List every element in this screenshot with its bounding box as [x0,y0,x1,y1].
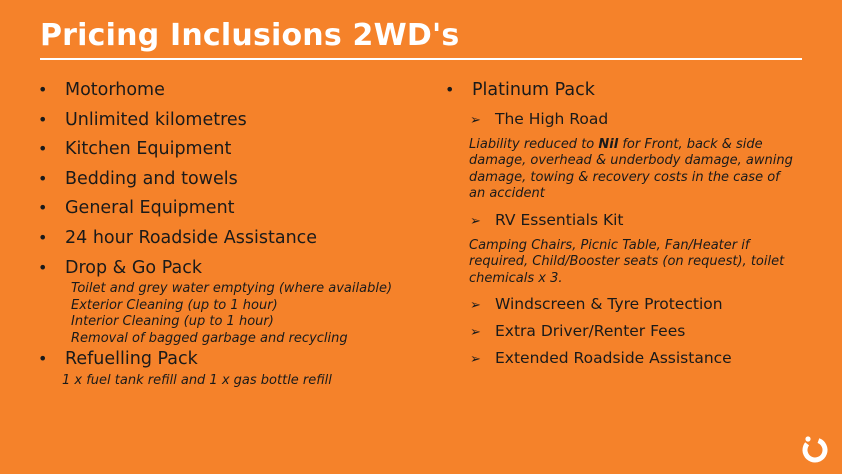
detail-line: Toilet and grey water emptying (where available) [71,281,393,297]
bullet-icon: • [38,80,48,99]
item-label: General Equipment [65,198,235,219]
detail-text: Liability reduced to [469,136,599,152]
arrow-bullet-icon: ➢ [470,325,481,341]
list-item [445,80,805,110]
arrow-bullet-icon: ➢ [470,112,481,128]
high-road-detail [469,137,799,203]
sub-item [470,110,805,137]
sub-item [470,295,805,322]
sub-item-label: Extra Driver/Renter Fees [495,322,686,341]
list-item [38,198,438,228]
page-title: Pricing Inclusions 2WD's [40,18,460,53]
bullet-icon: • [38,349,48,369]
sub-item-label: The High Road [495,109,609,128]
bullet-icon: • [38,257,48,277]
bullet-icon: • [38,227,48,247]
sub-item-label: RV Essentials Kit [495,210,624,229]
sub-item [470,322,805,349]
title-underline [40,58,802,60]
sub-item-label: Windscreen & Tyre Protection [495,295,723,314]
bullet-icon: • [38,168,48,188]
item-label: Refuelling Pack [65,349,198,370]
sub-item [470,211,805,238]
item-label: Motorhome [65,80,165,100]
item-label: Kitchen Equipment [65,139,232,160]
list-item [38,110,438,140]
item-label: Unlimited kilometres [65,109,247,130]
rv-kit-detail: Camping Chairs, Picnic Table, Fan/Heater if required, Child/Booster seats (on request), toilet chemicals x 3. [469,237,785,286]
item-label: Bedding and towels [65,168,238,189]
arrow-bullet-icon: ➢ [470,213,481,229]
list-item [38,169,438,199]
list-item [38,228,438,258]
ring-logo-icon [800,434,830,464]
item-label: Drop & Go Pack [65,257,202,278]
refuel-detail: 1 x fuel tank refill and 1 x gas bottle refill [62,372,332,388]
arrow-bullet-icon: ➢ [470,298,481,314]
list-item [38,80,438,110]
bullet-icon: • [38,109,48,129]
sub-item-label: Extended Roadside Assistance [495,349,732,368]
drop-go-details [71,281,401,347]
left-column [38,80,438,389]
detail-bold: Nil [598,136,619,152]
list-item [38,139,438,169]
bullet-icon: • [38,198,48,218]
sub-item [470,349,805,376]
detail-line: Removal of bagged garbage and recycling [71,330,348,346]
pack-title: Platinum Pack [472,80,595,100]
item-label: 24 hour Roadside Assistance [65,227,318,248]
bullet-icon: • [445,80,455,99]
detail-line: Interior Cleaning (up to 1 hour) [71,314,274,330]
right-column [445,80,805,376]
detail-text: for Front, back & side damage, overhead & underbody damage, awning damage, towing & recovery costs in the case of an accident [469,136,793,202]
detail-line: Exterior Cleaning (up to 1 hour) [71,297,278,313]
arrow-bullet-icon: ➢ [470,352,481,368]
bullet-icon: • [38,139,48,159]
